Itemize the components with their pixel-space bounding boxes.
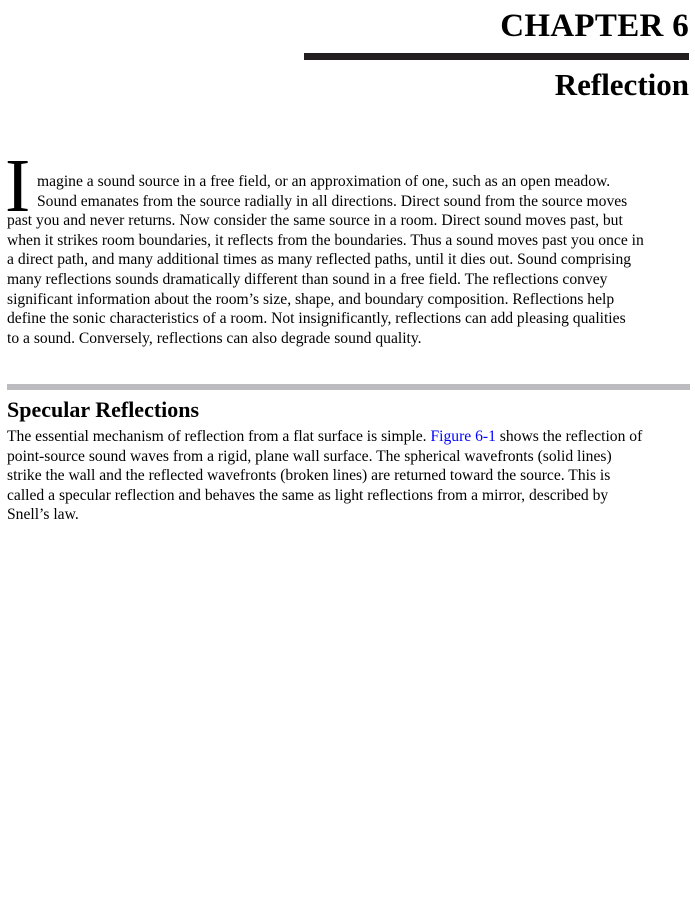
section-line-text-after: shows the reflection of xyxy=(495,428,643,445)
intro-line: when it strikes room boundaries, it reflects from the boundaries. Thus a sound moves past you once in xyxy=(7,231,644,249)
figure-6-1-link[interactable]: Figure 6-1 xyxy=(430,428,496,445)
drop-cap: I xyxy=(5,144,31,228)
section-line: Snell’s law. xyxy=(7,506,79,524)
section-divider xyxy=(7,384,690,390)
section-line: called a specular reflection and behaves the same as light reflections from a mirror, described by xyxy=(7,486,609,504)
intro-line: many reflections sounds dramatically different than sound in a free field. The reflections convey xyxy=(7,270,608,288)
intro-line: Sound emanates from the source radially in all directions. Direct sound from the source moves xyxy=(37,192,628,210)
section-line xyxy=(7,427,693,447)
section-line-text-before: The essential mechanism of reflection from a flat surface is simple. xyxy=(7,428,431,445)
intro-line: past you and never returns. Now consider the same source in a room. Direct sound moves past, but xyxy=(7,212,623,230)
intro-line: magine a sound source in a free field, or an approximation of one, such as an open meadow. xyxy=(37,173,611,190)
chapter-title: Reflection xyxy=(554,67,689,102)
intro-line: to a sound. Conversely, reflections can also degrade sound quality. xyxy=(7,329,422,347)
chapter-rule xyxy=(304,53,689,60)
section-line: point-source sound waves from a rigid, plane wall surface. The spherical wavefronts (solid lines) xyxy=(7,447,612,465)
section-paragraph xyxy=(7,427,693,525)
section-line: strike the wall and the reflected wavefronts (broken lines) are returned toward the source. This is xyxy=(7,467,611,485)
intro-paragraph xyxy=(7,172,693,348)
intro-line: a direct path, and many additional times as many reflected paths, until it dies out. Sound comprising xyxy=(7,251,632,269)
chapter-label: CHAPTER 6 xyxy=(500,8,689,44)
section-heading: Specular Reflections xyxy=(7,397,200,422)
intro-line: define the sonic characteristics of a room. Not insignificantly, reflections can add pleasing qualities xyxy=(7,310,626,328)
intro-line: significant information about the room’s size, shape, and boundary composition. Reflections help xyxy=(7,290,615,308)
